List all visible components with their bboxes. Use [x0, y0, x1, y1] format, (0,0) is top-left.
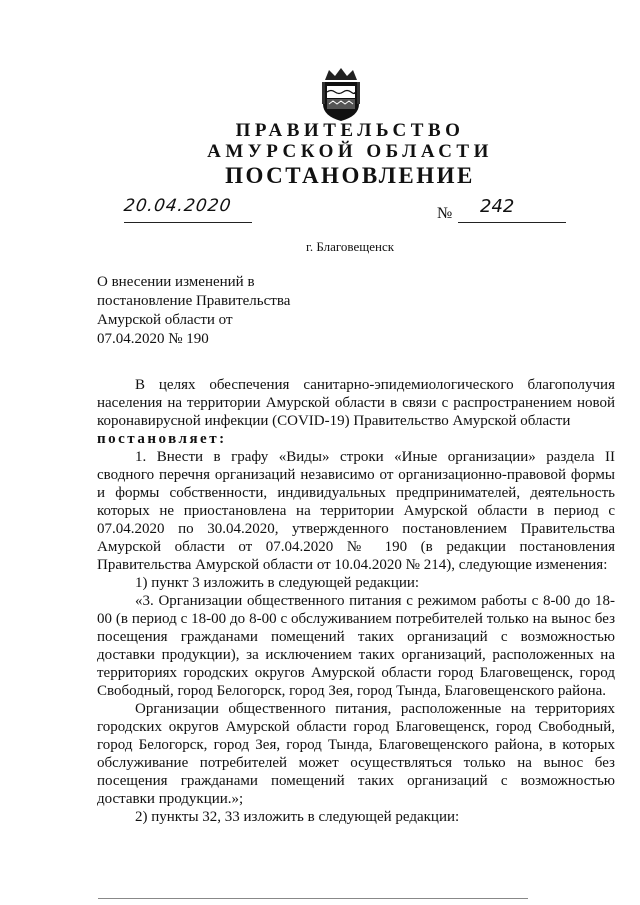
- item-1-paragraph: 1. Внести в графу «Виды» строки «Иные организации» раздела II сводного перечня организаций независимо от организационно-правовой формы и формы собственности, индивидуальных предпринимателей, деятельность которых не приостановлена на территории Амурской области в период с 07.04.2020 по 30.04.2020, утвержденного постановлением Правительства Амурской области от 07.04.2020 № 190 (в редакции постановления Правительства Амурской области от 10.04.2020 № 214), следующие изменения:: [97, 449, 615, 573]
- coat-of-arms-emblem: [319, 66, 363, 122]
- government-title: ПРАВИТЕЛЬСТВО: [235, 120, 465, 141]
- page-bottom-line: [98, 898, 528, 899]
- subject-line: 07.04.2020 № 190: [97, 331, 209, 347]
- resolves-heading: [97, 430, 615, 448]
- subject-line: О внесении изменений в: [97, 274, 255, 290]
- document-number-field: [458, 196, 566, 223]
- region-title: АМУРСКОЙ ОБЛАСТИ: [207, 141, 493, 162]
- document-date: 20.04.2020: [122, 196, 233, 216]
- subitem-1-paragraph: 1) пункт 3 изложить в следующей редакции:: [135, 575, 420, 591]
- document-type: ПОСТАНОВЛЕНИЕ: [225, 163, 475, 188]
- point-3-paragraph: «3. Организации общественного питания с режимом работы с 8-00 до 18-00 (в период с 18-00 до 8-00 с обслуживанием потребителей только на вынос без посещения гражданами помещений таких организаций с возможностью доставки продукции), за исключением таких организаций, расположенных на территориях городских округов Амурской области город Благовещенск, город Свободный, город Белогорск, город Зея, город Тында, Благовещенского района.: [97, 593, 615, 699]
- subject-block: [97, 273, 290, 349]
- preamble-paragraph: В целях обеспечения санитарно-эпидемиологического благополучия населения на территории Амурской области в связи с распространением новой коронавирусной инфекции (COVID-19) Правительство Амурской области: [97, 377, 615, 429]
- subitem-2-paragraph: 2) пункты 32, 33 изложить в следующей редакции:: [135, 809, 460, 825]
- subject-line: постановление Правительства: [97, 293, 291, 309]
- resolves-word: постановляет:: [97, 431, 227, 447]
- document-body: [97, 376, 615, 826]
- document-date-field: [124, 196, 252, 223]
- document-number: 242: [480, 196, 515, 217]
- point-3-second-paragraph: Организации общественного питания, расположенные на территориях городских округов Амурской области город Благовещенск, город Свободный, город Белогорск, город Зея, город Тында, Благовещенского района, в которых обслуживание потребителей может осуществляться только на вынос без посещения гражданами помещений таких организаций с возможностью доставки продукции.»;: [97, 701, 615, 807]
- number-label: №: [437, 205, 453, 222]
- subject-line: Амурской области от: [97, 312, 233, 328]
- city: г. Благовещенск: [305, 239, 395, 254]
